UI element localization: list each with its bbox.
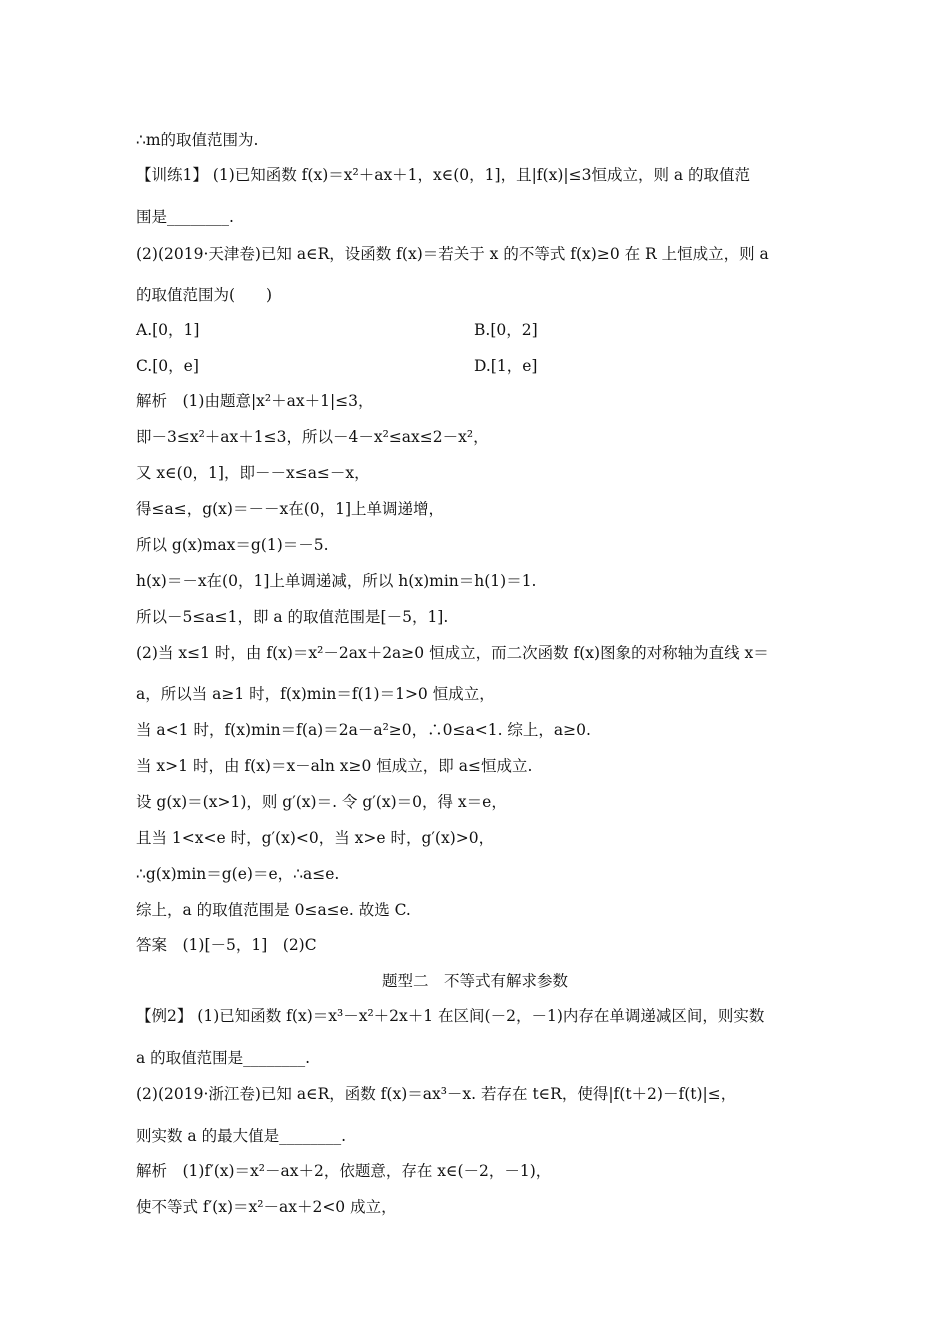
text-line: ∴m的取值范围为. — [136, 131, 259, 149]
solution-line: (2)当 x≤1 时，由 f(x)＝x²－2ax＋2a≥0 恒成立，而二次函数 f(x)图象的对称轴为直线 x＝ — [136, 644, 769, 662]
solution-line: 当 x>1 时，由 f(x)＝x－aln x≥0 恒成立，即 a≤恒成立. — [136, 757, 533, 775]
answer-line: 答案 (1)[－5，1] (2)C — [136, 936, 317, 954]
solution-line: 且当 1<x<e 时，g′(x)<0，当 x>e 时，g′(x)>0， — [136, 829, 495, 847]
option-c: C.[0，e] — [136, 357, 199, 375]
solution-line: h(x)＝－x在(0，1]上单调递减，所以 h(x)min＝h(1)＝1. — [136, 572, 537, 590]
section-heading: 题型二 不等式有解求参数 — [381, 972, 568, 990]
option-d: D.[1，e] — [474, 357, 538, 375]
solution-line: 当 a<1 时，f(x)min＝f(a)＝2a－a²≥0，∴0≤a<1. 综上，a≥0. — [136, 721, 591, 739]
option-a: A.[0，1] — [136, 321, 200, 339]
text-line: (2)(2019·天津卷)已知 a∈R，设函数 f(x)＝若关于 x 的不等式 f(x)≥0 在 R 上恒成立，则 a — [136, 245, 769, 263]
solution-line: 又 x∈(0，1]，即－－x≤a≤－x， — [136, 464, 370, 482]
solution-line: 解析 (1)f′(x)＝x²－ax＋2，依题意，存在 x∈(－2，－1)， — [136, 1162, 552, 1180]
solution-line: 使不等式 f′(x)＝x²－ax＋2<0 成立， — [136, 1198, 397, 1216]
solution-line: 解析 (1)由题意|x²＋ax＋1|≤3， — [136, 392, 374, 410]
solution-line: 综上，a 的取值范围是 0≤a≤e. 故选 C. — [136, 901, 411, 919]
text-line: a 的取值范围是________. — [136, 1049, 311, 1067]
text-line: 的取值范围为( ) — [136, 286, 273, 304]
solution-line: 即－3≤x²＋ax＋1≤3，所以－4－x²≤ax≤2－x²， — [136, 428, 489, 446]
solution-line: 得≤a≤，g(x)＝－－x在(0，1]上单调递增， — [136, 500, 445, 518]
solution-line: 设 g(x)＝(x>1)，则 g′(x)＝. 令 g′(x)＝0，得 x＝e， — [136, 793, 507, 811]
example-heading-line: 【例2】 (1)已知函数 f(x)＝x³－x²＋2x＋1 在区间(－2，－1)内存在单调递减区间，则实数 — [136, 1007, 765, 1025]
text-line: 围是________. — [136, 208, 234, 226]
solution-line: a，所以当 a≥1 时，f(x)min＝f(1)＝1>0 恒成立， — [136, 685, 495, 703]
text-line: 则实数 a 的最大值是________. — [136, 1127, 347, 1145]
option-b: B.[0，2] — [474, 321, 538, 339]
exercise-heading-line: 【训练1】 (1)已知函数 f(x)＝x²＋ax＋1，x∈(0，1]，且|f(x)|≤3恒成立，则 a 的取值范 — [136, 166, 751, 184]
solution-line: ∴g(x)min＝g(e)＝e，∴a≤e. — [136, 865, 340, 883]
solution-line: 所以－5≤a≤1，即 a 的取值范围是[－5，1]. — [136, 608, 449, 626]
solution-line: 所以 g(x)max＝g(1)＝－5. — [136, 536, 329, 554]
text-line: (2)(2019·浙江卷)已知 a∈R，函数 f(x)＝ax³－x. 若存在 t∈R，使得|f(t＋2)－f(t)|≤， — [136, 1085, 737, 1103]
